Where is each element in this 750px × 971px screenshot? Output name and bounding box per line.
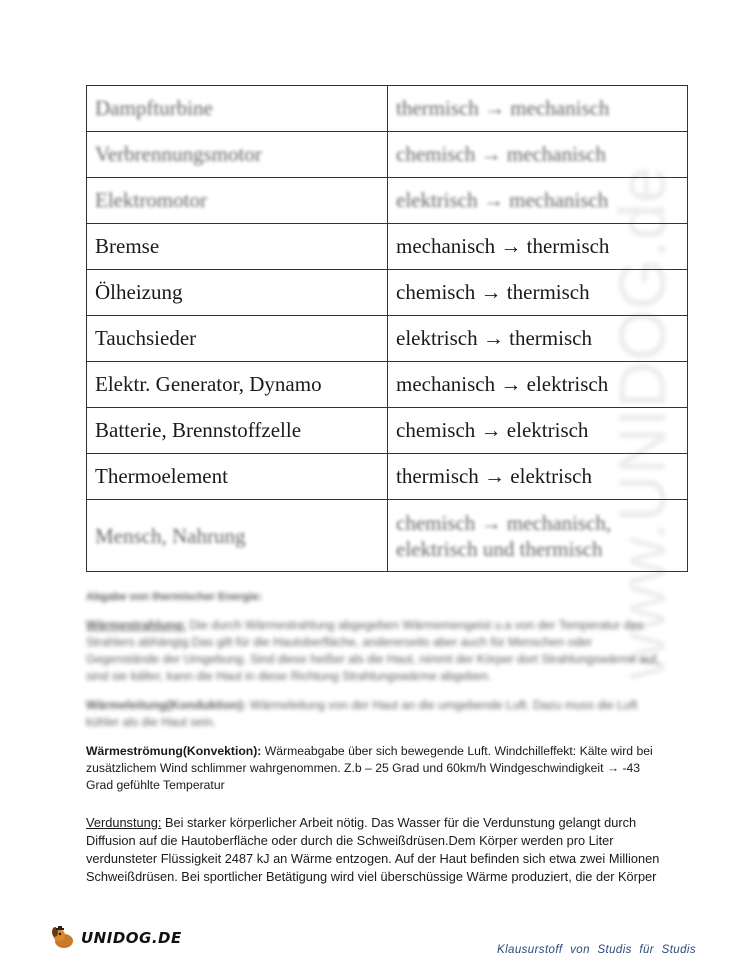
device-cell: Elektromotor xyxy=(87,178,388,224)
section-verdunstung xyxy=(86,814,666,886)
table-row xyxy=(87,408,688,454)
section-text: Wärmeleitung von der Haut an die umgebende Luft. Dazu muss die Luft kühler als die Haut sein. xyxy=(86,698,638,729)
section-waermeleitung xyxy=(86,697,666,731)
device-cell: Ölheizung xyxy=(87,270,388,316)
section-text: Wärmeabgabe über sich bewegende Luft. Windchilleffekt: Kälte wird bei zusätzlichem Wind schlimmer wahrgenommen. Z.b – 25 Grad und 60km/h Windgeschwindigkeit → -43 Grad gefühlte Temperatur xyxy=(86,744,653,792)
table-row xyxy=(87,224,688,270)
conversion-cell: chemisch → mechanisch xyxy=(388,132,688,178)
logo-text: UNIDOG.DE xyxy=(81,929,182,947)
section-text: Bei starker körperlicher Arbeit nötig. Das Wasser für die Verdunstung gelangt durch Diffusion auf die Hautoberfläche oder durch die Schweißdrüsen.Dem Körper werden pro Liter verdunsteter Flüssigkeit 2487 kJ an Wärme entzogen. Auf der Haut befinden sich etwa zwei Millionen Schweißdrüsen. Bei sportlicher Betätigung wird viel überschüssige Wärme produziert, die der Körper xyxy=(86,815,660,884)
device-cell: Tauchsieder xyxy=(87,316,388,362)
section-heading: Abgabe von thermischer Energie: xyxy=(86,591,263,603)
device-cell: Elektr. Generator, Dynamo xyxy=(87,362,388,408)
table-row xyxy=(87,316,688,362)
device-cell: Verbrennungsmotor xyxy=(87,132,388,178)
device-cell: Mensch, Nahrung xyxy=(87,500,388,572)
table-row-blurred xyxy=(87,178,688,224)
conversion-cell: chemisch → elektrisch xyxy=(388,408,688,454)
device-cell: Dampfturbine xyxy=(87,86,388,132)
section-title: Wärmeströmung(Konvektion): xyxy=(86,744,262,758)
device-cell: Thermoelement xyxy=(87,454,388,500)
conversion-cell: mechanisch → thermisch xyxy=(388,224,688,270)
table-row-blurred xyxy=(87,86,688,132)
watermark: www.UNIDOG.de xyxy=(605,166,679,680)
table-row xyxy=(87,454,688,500)
conversion-cell: elektrisch → thermisch xyxy=(388,316,688,362)
table-row-blurred xyxy=(87,132,688,178)
unidog-logo xyxy=(50,926,182,950)
section-title: Verdunstung: xyxy=(86,815,162,830)
section-waermestrahlung xyxy=(86,617,666,685)
device-cell: Batterie, Brennstoffzelle xyxy=(87,408,388,454)
energy-conversion-table xyxy=(86,85,688,572)
table-row xyxy=(87,270,688,316)
conversion-cell: mechanisch → elektrisch xyxy=(388,362,688,408)
conversion-cell: chemisch → thermisch xyxy=(388,270,688,316)
dog-icon xyxy=(50,926,78,950)
conversion-cell: thermisch → mechanisch xyxy=(388,86,688,132)
conversion-cell: thermisch → elektrisch xyxy=(388,454,688,500)
section-title: Wärmestrahlung: xyxy=(86,618,187,632)
table-row-blurred xyxy=(87,500,688,572)
conversion-cell: chemisch → mechanisch, elektrisch und thermisch xyxy=(388,500,688,572)
section-title: Wärmeleitung(Konduktion): xyxy=(86,698,247,712)
section-text: Die durch Wärmestrahlung abgegeben Wärmemengeist u.a von der Temperatur des Strahlers abhängig.Das gilt für die Hautoberfläche, andererseits aber auch für Menschen oder Gegenstände der Umgebung. Sind diese heißer als die Haut, nimmt der Körper dort Strahlungswärme auf, sind sie kälter, kann die Haut in diese Richtung Strahlungswärme abgeben. xyxy=(86,618,660,683)
section-waermestroemung xyxy=(86,743,666,794)
conversion-cell: elektrisch → mechanisch xyxy=(388,178,688,224)
device-cell: Bremse xyxy=(87,224,388,270)
footer-tagline: Klausurstoff von Studis für Studis xyxy=(497,944,696,956)
table-row xyxy=(87,362,688,408)
